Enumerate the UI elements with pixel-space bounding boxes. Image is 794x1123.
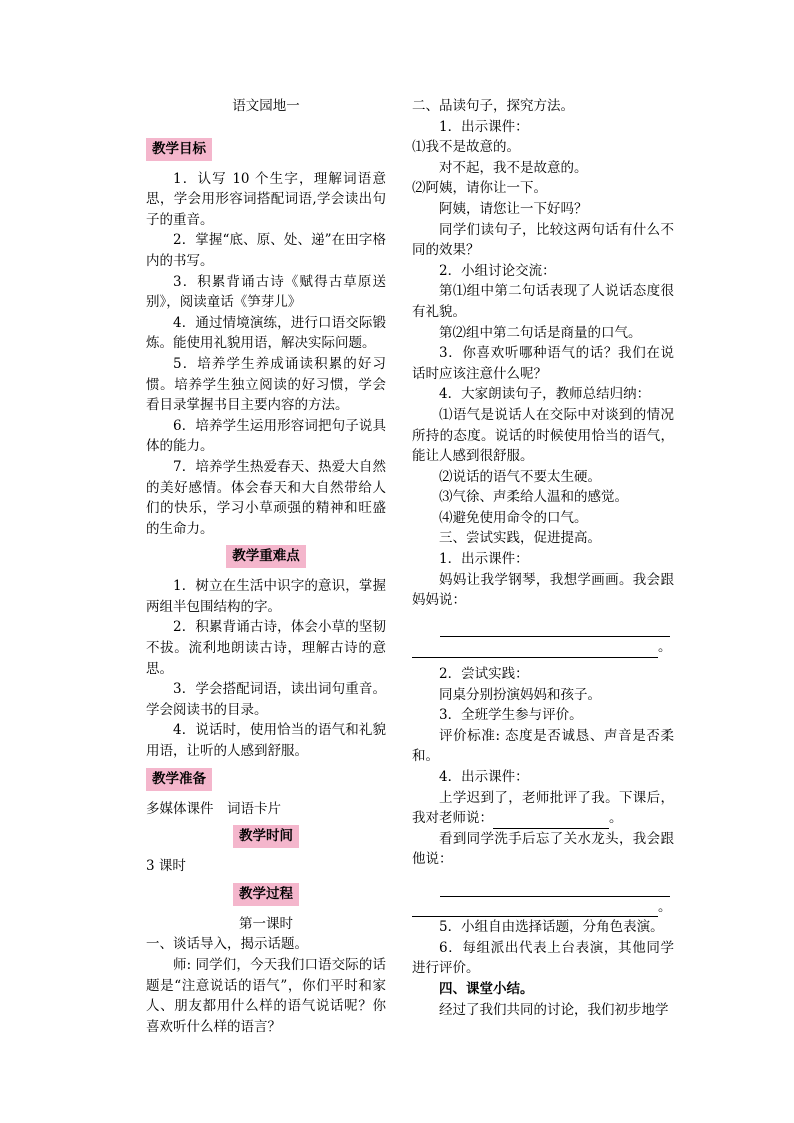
step2-item: 2．小组讨论交流： <box>439 262 556 279</box>
step3-heading: 三、尝试实践，促进提高。 <box>439 530 601 547</box>
answer-line-row <box>412 876 674 897</box>
goal-item: 5．培养学生养成诵读积累的好习惯。培养学生独立阅读的好习惯，学会看目录掌握书目主要内容的方法。 <box>146 355 386 414</box>
sentence: ⑴我不是故意的。 <box>412 139 520 156</box>
step1-heading: 一、谈话导入，揭示话题。 <box>146 936 308 953</box>
step3-text: 评价标准: 态度是否诚恳、声音是否柔和。 <box>412 727 674 765</box>
key-heading-wrap <box>146 545 386 568</box>
step2-item: 4．大家朗读句子，教师总结归纳： <box>439 386 651 403</box>
step3-item: 5．小组自由选择话题，分角色表演。 <box>439 919 664 936</box>
summary-point: ⑵说话的语气不要太生硬。 <box>439 468 601 485</box>
goal-item: 2．掌握“底、原、处、递”在田字格内的书写。 <box>146 232 386 269</box>
answer-line <box>493 814 609 829</box>
step4-heading: 四、课堂小结。 <box>439 980 534 997</box>
step1-text: 师: 同学们，今天我们口语交际的话题是“注意说话的语气”，你们平时和家人、朋友都用什么样的语气说话呢？你喜欢听什么样的语言？ <box>146 957 386 1035</box>
prep-text: 多媒体课件 词语卡片 <box>146 800 281 817</box>
step2-heading: 二、品读句子，探究方法。 <box>412 98 574 114</box>
goal-item: 3．积累背诵古诗《赋得古草原送别》，阅读童话《笋芽儿》 <box>146 273 386 311</box>
step3-item: 4．出示课件： <box>439 769 529 785</box>
key-item: 2．积累背诵古诗，体会小草的坚韧不拔。流利地朗读古诗，理解古诗的意思。 <box>146 619 386 677</box>
goal-item: 7．培养学生热爱春天、热爱大自然的美好感情。体会春天和大自然带给人们的快乐，学习小草顽强的精神和旺盛的生命力。 <box>146 458 386 537</box>
step3-item: 6．每组派出代表上台表演，其他同学进行评价。 <box>412 939 674 977</box>
step4-text: 经过了我们共同的讨论，我们初步地学 <box>439 1001 669 1018</box>
step3-item: 3．全班学生参与评价。 <box>439 707 583 724</box>
step3-text: 妈妈让我学钢琴，我想学画画。我会跟妈妈说： <box>412 571 674 609</box>
goal-item: 1．认写 10 个生字，理解词语意思，学会用形容词搭配词语,学会读出句子的重音。 <box>146 170 386 228</box>
step3-text <box>412 788 674 829</box>
period: 。 <box>658 639 672 656</box>
time-heading: 教学时间 <box>233 825 299 848</box>
step3-prompt: 上学迟到了，老师批评了我。下课后，我对老师说： <box>412 789 674 827</box>
step3-text: 看到同学洗手后忘了关水龙头，我会跟他说： <box>412 830 674 868</box>
time-heading-wrap <box>146 825 386 848</box>
summary-point: ⑶气徐、声柔给人温和的感觉。 <box>439 489 628 506</box>
left-column <box>146 96 386 1037</box>
prep-heading: 教学准备 <box>146 768 212 791</box>
process-heading-wrap <box>146 883 386 906</box>
step2-item: 1．出示课件： <box>439 118 529 135</box>
sentence: ⑵阿姨，请你让一下。 <box>412 180 547 197</box>
period: 。 <box>609 810 623 827</box>
step3-item: 2．尝试实践： <box>439 666 529 683</box>
goals-heading-wrap <box>146 138 386 161</box>
summary-point: ⑷避免使用命令的口气。 <box>439 509 588 526</box>
prep-heading-wrap <box>146 768 386 791</box>
step2-text: 第⑵组中第二句话是商量的口气。 <box>439 324 642 341</box>
lesson-title: 第一课时 <box>239 915 293 932</box>
goals-heading: 教学目标 <box>146 138 212 161</box>
answer-line-row <box>412 637 674 658</box>
page-title: 语文园地一 <box>232 98 300 114</box>
step2-text: 第⑴组中第二句话表现了人说话态度很有礼貌。 <box>412 283 674 320</box>
key-heading: 教学重难点 <box>226 545 306 568</box>
step2-item: 3．你喜欢听哪种语气的话？我们在说话时应该注意什么呢？ <box>412 345 674 382</box>
goal-item: 4．通过情境演练，进行口语交际锻炼。能使用礼貌用语，解决实际问题。 <box>146 314 386 352</box>
step3-text: 同桌分别扮演妈妈和孩子。 <box>439 686 601 703</box>
summary-point: ⑴语气是说话人在交际中对谈到的情况所持的态度。说话的时候使用恰当的语气，能让人感到很舒服。 <box>412 406 674 465</box>
step3-item: 1．出示课件： <box>439 551 529 568</box>
answer-line-row <box>412 897 674 918</box>
answer-line-row <box>412 617 674 638</box>
answer-line <box>440 882 670 897</box>
process-heading: 教学过程 <box>233 883 299 906</box>
answer-line <box>412 643 658 658</box>
sentence: 对不起，我不是故意的。 <box>439 159 588 176</box>
period: 。 <box>658 898 672 915</box>
right-column <box>412 96 674 1020</box>
goal-item: 6．培养学生运用形容词把句子说具体的能力。 <box>146 417 386 455</box>
sentence: 阿姨，请您让一下好吗？ <box>439 200 588 217</box>
key-item: 1．树立在生活中识字的意识，掌握两组半包围结构的字。 <box>146 578 386 615</box>
step2-text: 同学们读句子，比较这两句话有什么不同的效果？ <box>412 221 674 259</box>
time-text: 3 课时 <box>146 858 186 875</box>
answer-line <box>412 902 658 917</box>
key-item: 4．说话时，使用恰当的语气和礼貌用语，让听的人感到舒服。 <box>146 722 386 760</box>
key-item: 3．学会搭配词语，读出词句重音。学会阅读书的目录。 <box>146 681 386 718</box>
answer-line <box>440 622 670 637</box>
